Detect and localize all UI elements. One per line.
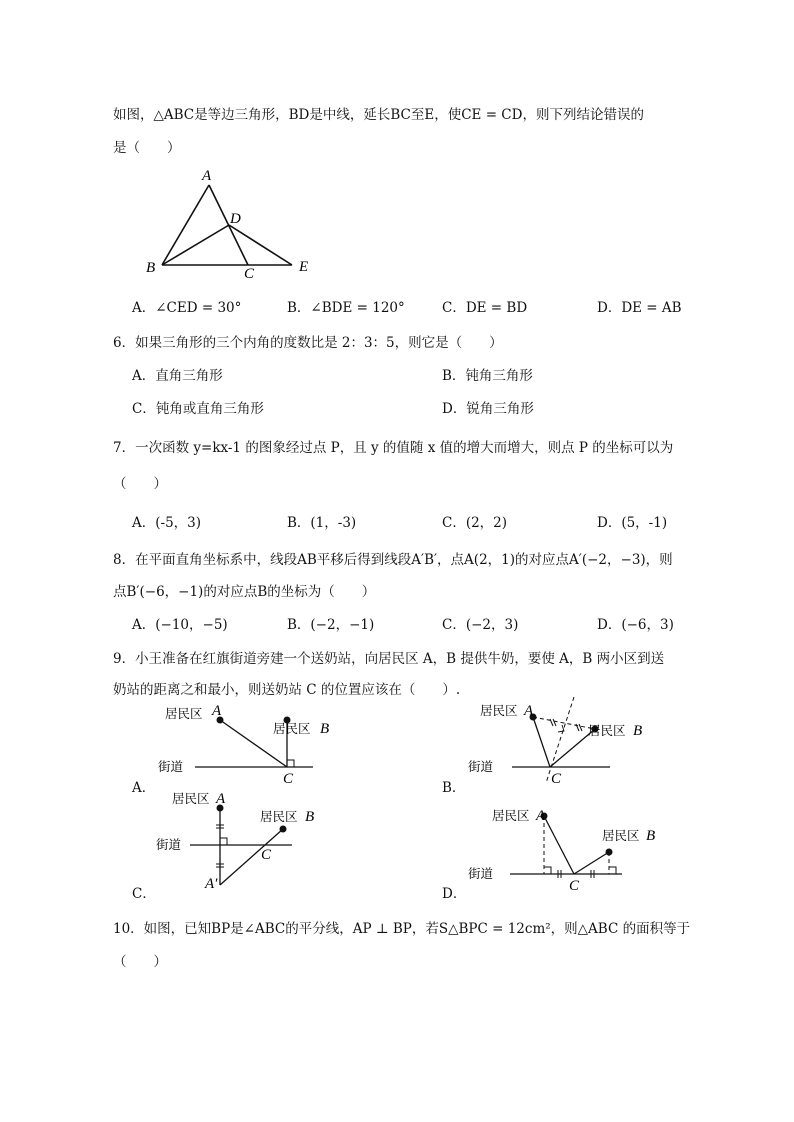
q9b-label-a: A xyxy=(524,703,534,719)
q9-stem-line2: 奶站的距离之和最小，则送奶站 C 的位置应该在（ ）. xyxy=(113,682,461,698)
q9-figure-c[interactable] xyxy=(150,788,330,892)
q8-option-a[interactable]: A．(−10，−5) xyxy=(132,617,228,633)
q5-stem-line2: 是（ ） xyxy=(113,140,181,156)
q9d-area-a-label: 居民区 xyxy=(492,808,530,823)
q8-option-c[interactable]: C．(−2，3) xyxy=(442,617,519,633)
q9-stem-line1: 9．小王准备在红旗街道旁建一个送奶站，向居民区 A，B 提供牛奶，要使 A，B 两小区到送 xyxy=(113,651,665,667)
q5-option-c[interactable]: C．DE = BD xyxy=(442,300,528,316)
q9c-area-a-label: 居民区 xyxy=(172,791,210,806)
q9d-label-a: A xyxy=(536,808,546,824)
q5-triangle-figure xyxy=(140,165,330,285)
q5-option-a[interactable]: A．∠CED = 30° xyxy=(132,300,242,316)
q10-stem-line1: 10．如图，已知BP是∠ABC的平分线，AP ⊥ BP，若S△BPC = 12cm²，则△ABC 的面积等于 xyxy=(113,921,691,937)
q9a-label-a: A xyxy=(212,703,222,719)
q5-stem-line1: 如图，△ABC是等边三角形，BD是中线，延长BC至E，使CE = CD，则下列结论错误的 xyxy=(113,107,644,123)
q9d-area-b-label: 居民区 xyxy=(602,828,640,843)
q5-label-b: B xyxy=(146,260,156,276)
q5-label-d: D xyxy=(230,211,241,227)
q6-stem: 6．如果三角形的三个内角的度数比是 2：3：5，则它是（ ） xyxy=(113,335,503,351)
q5-label-e: E xyxy=(299,259,309,275)
q9d-label-c: C xyxy=(569,878,580,894)
q9b-area-a-label: 居民区 xyxy=(480,703,518,718)
q9b-street-label: 街道 xyxy=(468,759,494,774)
q7-stem-line2: （ ） xyxy=(113,476,167,492)
q8-stem-line2: 点B′(−6，−1)的对应点B的坐标为（ ） xyxy=(113,584,376,600)
q9-option-d-letter[interactable]: D． xyxy=(442,886,467,902)
q10-stem-line2: （ ） xyxy=(113,954,167,970)
q9c-label-c: C xyxy=(261,847,272,863)
q6-option-d[interactable]: D．锐角三角形 xyxy=(442,401,534,417)
q9c-label-b: B xyxy=(305,809,315,825)
q6-option-c[interactable]: C．钝角或直角三角形 xyxy=(132,401,264,417)
q7-option-c[interactable]: C．(2，2) xyxy=(442,515,508,531)
q9c-street-label: 街道 xyxy=(156,837,182,852)
q9b-label-c: C xyxy=(551,771,562,787)
q5-label-c: C xyxy=(244,266,255,282)
q7-option-d[interactable]: D．(5，-1) xyxy=(597,515,668,531)
q7-option-b[interactable]: B．(1，-3) xyxy=(287,515,357,531)
q5-label-a: A xyxy=(202,168,212,184)
q9a-label-c: C xyxy=(283,771,294,787)
q9a-label-b: B xyxy=(320,721,330,737)
q7-stem-line1: 7．一次函数 y=kx-1 的图象经过点 P，且 y 的值随 x 值的增大而增大，则点 P 的坐标可以为 xyxy=(113,440,674,456)
q9b-area-b-label: 居民区 xyxy=(588,723,626,738)
q5-option-d[interactable]: D．DE = AB xyxy=(597,300,682,316)
q6-option-a[interactable]: A．直角三角形 xyxy=(132,368,223,384)
q9d-label-b: B xyxy=(646,828,656,844)
q5-option-b[interactable]: B．∠BDE = 120° xyxy=(287,300,405,316)
q8-stem-line1: 8．在平面直角坐标系中，线段AB平移后得到线段A′B′，点A(2，1)的对应点A′(−2，−3)，则 xyxy=(113,552,673,568)
q9a-street-label: 街道 xyxy=(158,759,184,774)
q9-option-c-letter[interactable]: C． xyxy=(132,886,156,902)
q9c-area-b-label: 居民区 xyxy=(260,809,298,824)
q9b-label-b: B xyxy=(633,723,643,739)
q9c-label-a: A xyxy=(216,791,226,807)
q9-option-a-letter[interactable]: A． xyxy=(132,780,156,796)
q7-option-a[interactable]: A．(-5，3) xyxy=(132,515,202,531)
q9a-area-a-label: 居民区 xyxy=(165,706,203,721)
q9-figure-b[interactable] xyxy=(462,695,652,790)
q8-option-b[interactable]: B．(−2，−1) xyxy=(287,617,375,633)
q6-option-b[interactable]: B．钝角三角形 xyxy=(442,368,533,384)
q9a-area-b-label: 居民区 xyxy=(273,721,311,736)
q9-figure-d[interactable] xyxy=(462,800,656,894)
q9d-street-label: 街道 xyxy=(468,866,494,881)
q9-option-b-letter[interactable]: B． xyxy=(442,780,466,796)
q9c-label-a-prime: A′ xyxy=(205,876,218,892)
q8-option-d[interactable]: D．(−6，3) xyxy=(597,617,674,633)
q9-figure-a[interactable] xyxy=(150,700,330,790)
